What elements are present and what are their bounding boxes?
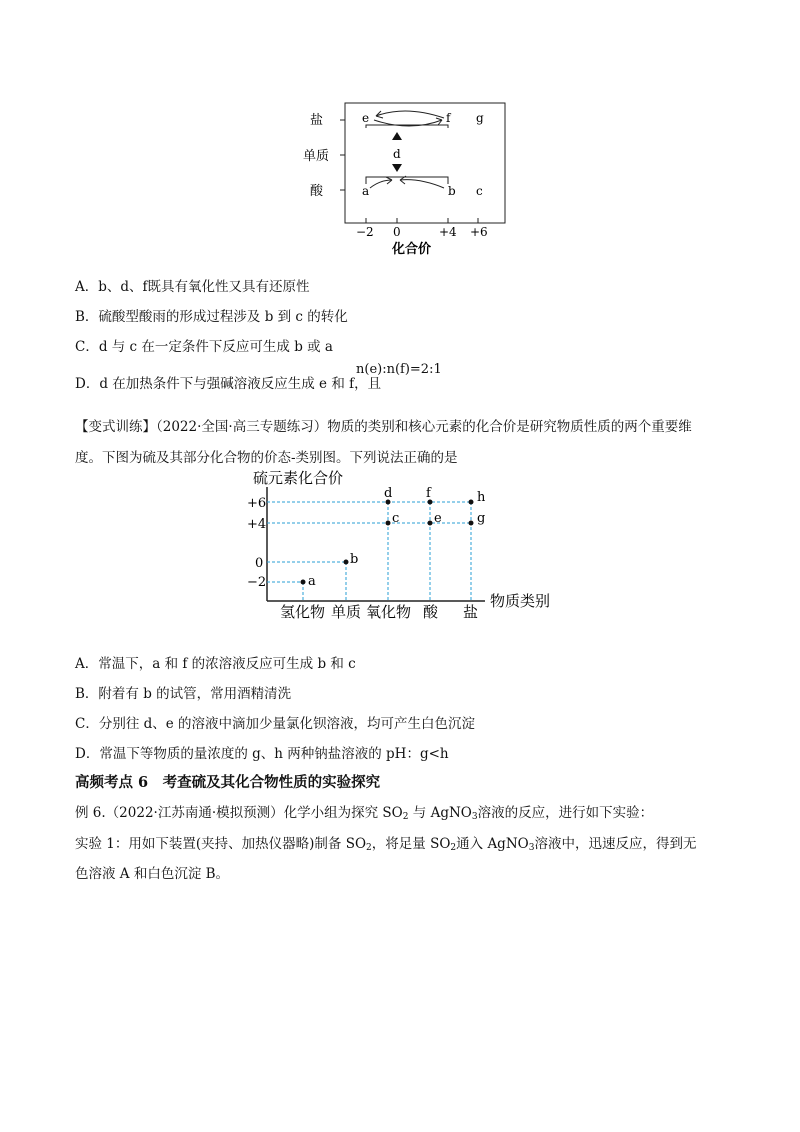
q2-option-a: A．常温下，a 和 f 的浓溶液反应可生成 b 和 c [75, 656, 356, 672]
q2-option-b: B．附着有 b 的试管，常用酒精清洗 [75, 686, 292, 702]
point-e: e [434, 511, 442, 526]
arrow-down-d-to-acid [392, 164, 402, 172]
point-c: c [476, 184, 483, 198]
q2-option-d: D．常温下等物质的量浓度的 g、h 两种钠盐溶液的 pH：g<h [75, 746, 449, 762]
y-tick-plus4: +4 [247, 517, 267, 532]
example-6-line [75, 801, 653, 822]
point-h-dot [469, 500, 474, 505]
section-heading: 高频考点 6 考查硫及其化合物性质的实验探究 [75, 774, 381, 791]
agno3-formula: AgNO$_3$ [430, 805, 478, 822]
example-suffix: 溶液的反应，进行如下实验： [477, 805, 654, 821]
point-a-dot [301, 580, 306, 585]
q1-option-c: C．d 与 c 在一定条件下反应可生成 b 或 a [75, 339, 333, 355]
point-c: c [392, 511, 400, 526]
so2-formula-3: $SO_2$ [430, 836, 457, 853]
y-label-salt: 盐 [310, 113, 324, 128]
category-acid: 酸 [423, 603, 439, 621]
point-g: g [476, 111, 484, 125]
q2-option-c: C．分别往 d、e 的溶液中滴加少量氯化钡溶液，均可产生白色沉淀 [75, 716, 476, 732]
y-tick-minus2: −2 [247, 575, 267, 590]
y-label-element: 单质 [303, 149, 330, 164]
so2-formula-2: $SO_2$ [345, 836, 372, 853]
valence-diagram-1 [300, 100, 510, 260]
point-f: f [426, 486, 431, 501]
point-g-dot [469, 521, 474, 526]
y-axis-title: 硫元素化合价 [253, 469, 344, 487]
point-b-dot [344, 560, 349, 565]
point-a: a [308, 574, 316, 589]
example-mid: 与 [412, 805, 427, 821]
arrow-f-to-e [376, 111, 444, 118]
point-d: d [384, 486, 393, 501]
q1-formula: n(e):n(f)=2:1 [356, 362, 442, 377]
point-e: e [362, 111, 370, 125]
variant-line-2: 度。下图为硫及其部分化合物的价态-类别图。下列说法正确的是 [75, 450, 458, 466]
point-d: d [393, 147, 401, 161]
point-c-dot [386, 521, 391, 526]
x-axis-title: 化合价 [392, 242, 432, 257]
q1-option-b: B．硫酸型酸雨的形成过程涉及 b 到 c 的转化 [75, 309, 348, 325]
exp-text-1: 实验 1：用如下装置(夹持、加热仪器略)制备 [75, 836, 342, 852]
point-b: b [448, 184, 456, 198]
x-tick-0: 0 [393, 225, 401, 239]
example-prefix: 例 6.（2022·江苏南通·模拟预测）化学小组为探究 [75, 805, 379, 821]
y-tick-plus6: +6 [247, 496, 267, 511]
exp-text-2: ，将足量 [371, 836, 426, 852]
x-tick-minus2: −2 [356, 225, 374, 239]
arrow-b-to-d [400, 180, 444, 188]
q1-option-a: A．b、d、f既具有氧化性又具有还原性 [75, 279, 310, 295]
experiment-line-1 [75, 832, 696, 853]
x-tick-plus6: +6 [470, 225, 488, 239]
y-label-acid: 酸 [310, 184, 324, 199]
q1-option-d: D．d 在加热条件下与强碱溶液反应生成 e 和 f，且 [75, 376, 382, 392]
so2-formula: $SO_2$ [382, 805, 409, 822]
y-tick-0: 0 [255, 556, 264, 571]
point-b: b [350, 552, 359, 567]
point-g: g [477, 511, 486, 526]
exp-text-4: 溶液中，迅速反应，得到无 [534, 836, 697, 852]
category-salt: 盐 [463, 603, 479, 621]
arrow-up-d-to-salt [392, 132, 402, 140]
x-tick-plus4: +4 [439, 225, 457, 239]
salt-bracket [366, 125, 448, 128]
point-a: a [362, 184, 370, 198]
category-hydride: 氢化物 [280, 603, 326, 621]
exp-text-3: 通入 [456, 836, 484, 852]
variant-line-1: 【变式训练】（2022·全国·高三专题练习）物质的类别和核心元素的化合价是研究物质性质的两个重要维 [75, 419, 692, 435]
point-e-dot [428, 521, 433, 526]
arrow-a-to-d [370, 180, 392, 188]
x-axis-title: 物质类别 [490, 592, 551, 610]
experiment-line-2: 色溶液 A 和白色沉淀 B。 [75, 866, 230, 882]
category-oxide: 氧化物 [366, 603, 412, 621]
point-f: f [446, 111, 451, 125]
agno3-formula-2: AgNO$_3$ [487, 836, 535, 853]
point-h: h [477, 490, 486, 505]
valence-category-diagram [235, 465, 565, 630]
category-element: 单质 [331, 603, 362, 621]
